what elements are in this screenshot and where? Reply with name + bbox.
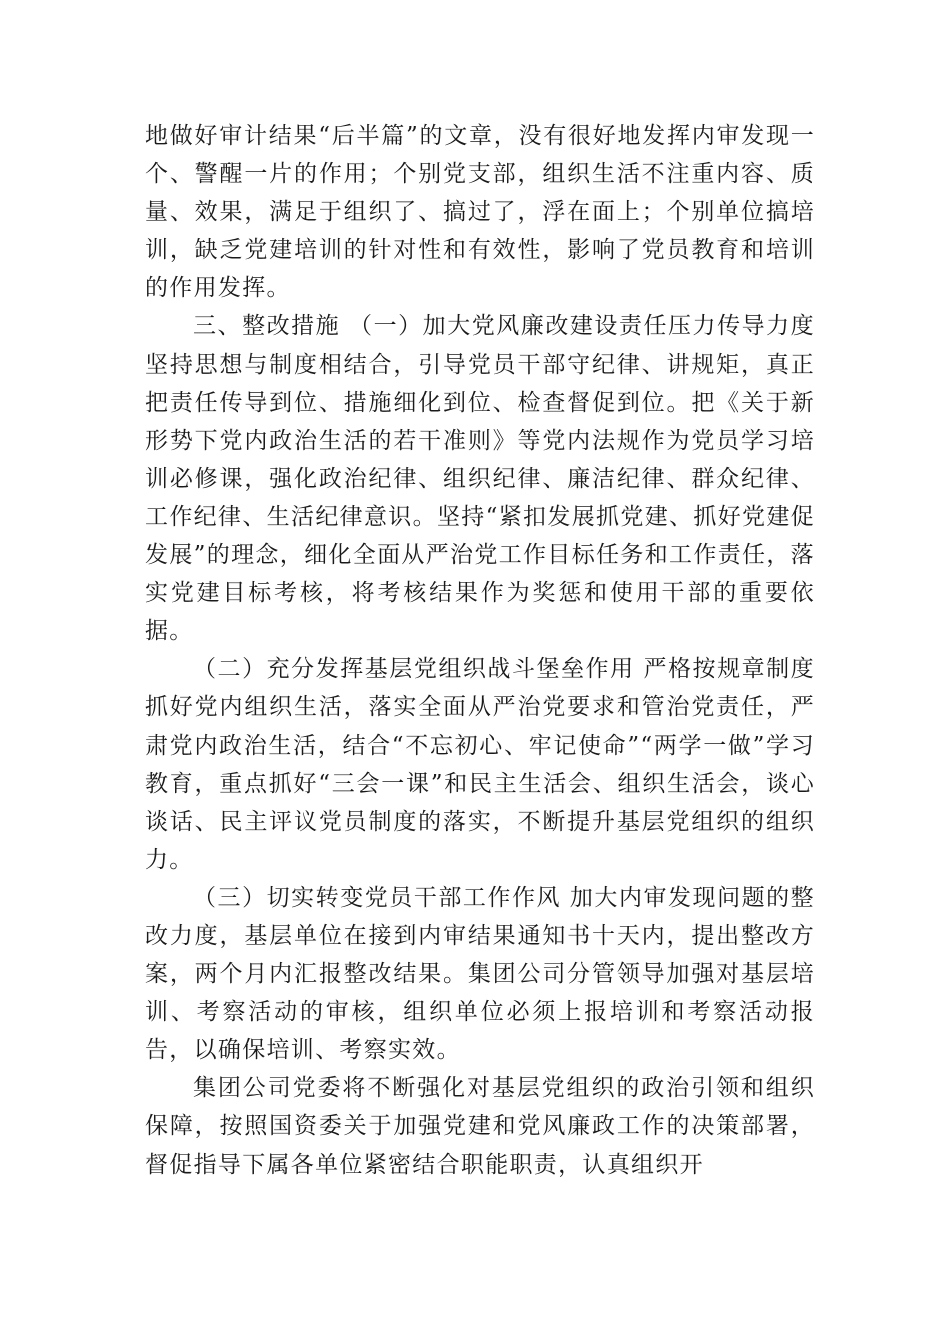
paragraph-rectification-measures-3: （三）切实转变党员干部工作作风 加大内审发现问题的整改力度，基层单位在接到内审结果通知书十天内，提出整改方案，两个月内汇报整改结果。集团公司分管领导加强对基层培训、考察活动的审核，组织单位必须上报培训和考察活动报告，以确保培训、考察实效。 (145, 884, 815, 1064)
paragraph-rectification-measures-2: （二）充分发挥基层党组织战斗堡垒作用 严格按规章制度抓好党内组织生活，落实全面从严治党要求和管治党责任，严肃党内政治生活，结合“不忘初心、牢记使命”“两学一做”学习教育，重点抓好“三会一课”和民主生活会、组织生活会，谈心谈话、民主评议党员制度的落实，不断提升基层党组织的组织力。 (145, 656, 815, 873)
document-body (145, 117, 815, 1184)
paragraph-continuation: 地做好审计结果“后半篇”的文章，没有很好地发挥内审发现一个、警醒一片的作用；个别党支部，组织生活不注重内容、质量、效果，满足于组织了、搞过了，浮在面上；个别单位搞培训，缺乏党建培训的针对性和有效性，影响了党员教育和培训的作用发挥。 (145, 123, 815, 302)
paragraph-conclusion: 集团公司党委将不断强化对基层党组织的政治引领和组织保障，按照国资委关于加强党建和党风廉政工作的决策部署，督促指导下属各单位紧密结合职能职责，认真组织开 (145, 1075, 815, 1178)
paragraph-rectification-measures-1: 三、整改措施 （一）加大党风廉改建设责任压力传导力度 坚持思想与制度相结合，引导党员干部守纪律、讲规矩，真正把责任传导到位、措施细化到位、检查督促到位。把《关于新形势下党内政治生活的若干准则》等党内法规作为党员学习培训必修课，强化政治纪律、组织纪律、廉洁纪律、群众纪律、工作纪律、生活纪律意识。坚持“紧扣发展抓党建、抓好党建促发展”的理念，细化全面从严治党工作目标任务和工作责任，落实党建目标考核，将考核结果作为奖惩和使用干部的重要依据。 (145, 313, 815, 645)
